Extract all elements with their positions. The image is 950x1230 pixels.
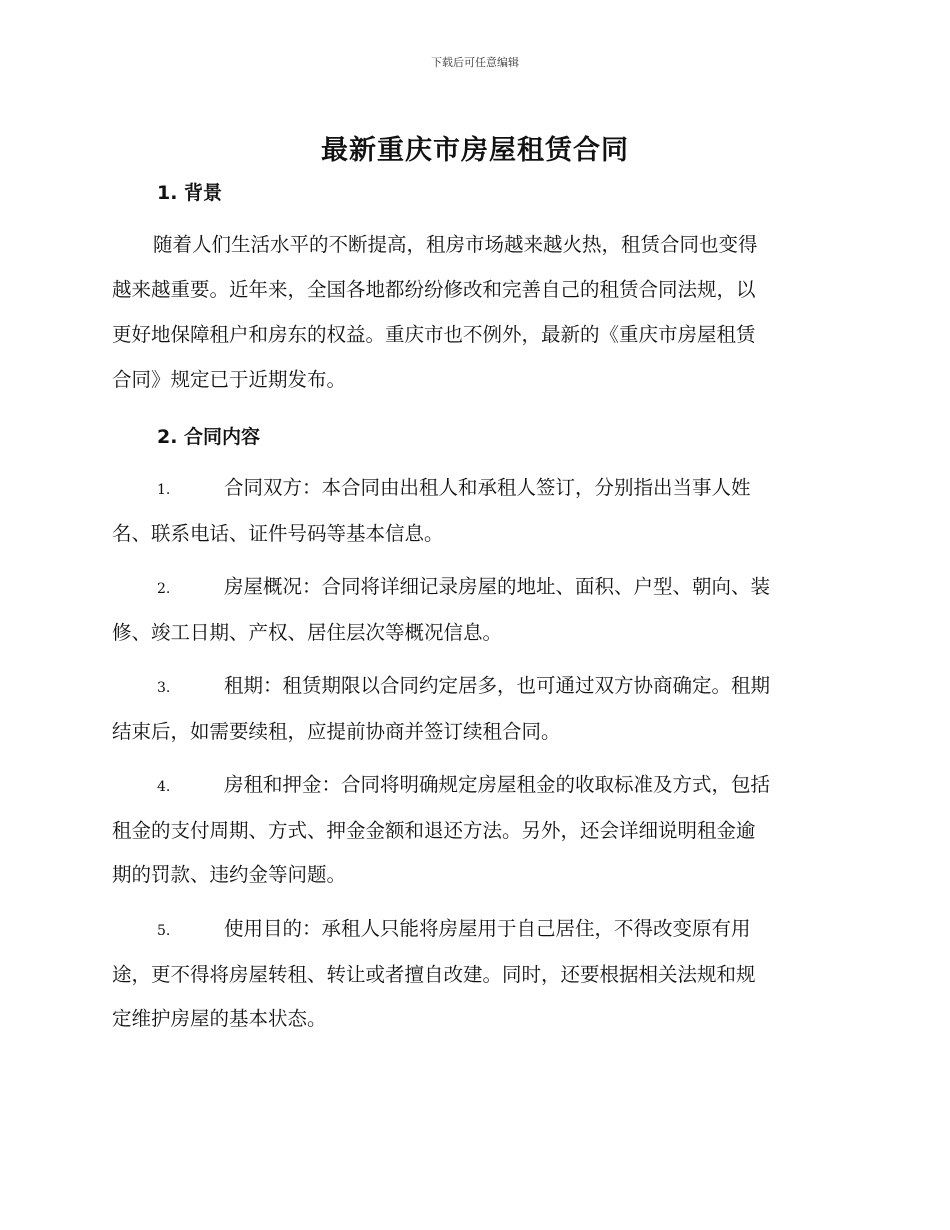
list-item xyxy=(112,907,842,1041)
paragraph-line: 越来越重要。近年来，全国各地都纷纷修改和完善自己的租赁合同法规，以 xyxy=(112,278,756,301)
item-first-line xyxy=(112,907,842,953)
item-number: 2. xyxy=(157,581,171,597)
paragraph-line: 随着人们生活水平的不断提高，租房市场越来越火热，租赁合同也变得 xyxy=(153,233,758,256)
item-line: 修、竣工日期、产权、居住层次等概况信息。 xyxy=(112,621,503,644)
item-text: 使用目的：承租人只能将房屋用于自己居住，不得改变原有用 xyxy=(224,917,751,940)
item-first-line xyxy=(112,466,842,512)
document-title: 最新重庆市房屋租赁合同 xyxy=(321,135,629,166)
list-item xyxy=(112,763,842,897)
item-number: 5. xyxy=(157,923,171,939)
item-line: 定维护房屋的基本状态。 xyxy=(112,1007,327,1030)
item-number: 1. xyxy=(157,482,171,498)
list-item xyxy=(112,565,842,655)
item-first-line xyxy=(112,664,842,710)
section-heading-contract-content: 2. 合同内容 xyxy=(157,426,261,448)
item-first-line xyxy=(112,763,842,809)
item-text: 租期：租赁期限以合同约定居多，也可通过双方协商确定。租期 xyxy=(224,674,771,697)
item-number: 4. xyxy=(157,779,171,795)
item-text: 合同双方：本合同由出租人和承租人签订，分别指出当事人姓 xyxy=(224,476,751,499)
item-line: 期的罚款、违约金等问题。 xyxy=(112,863,347,886)
item-text: 房屋概况：合同将详细记录房屋的地址、面积、户型、朝向、装 xyxy=(224,575,771,598)
item-text: 房租和押金：合同将明确规定房屋租金的收取标准及方式，包括 xyxy=(224,773,771,796)
section-heading-background: 1. 背景 xyxy=(157,182,223,204)
item-number: 3. xyxy=(157,680,171,696)
item-line: 途，更不得将房屋转租、转让或者擅自改建。同时，还要根据相关法规和规 xyxy=(112,963,756,986)
background-paragraph xyxy=(112,222,842,402)
list-item xyxy=(112,664,842,754)
item-first-line xyxy=(112,565,842,611)
item-line: 结束后，如需要续租，应提前协商并签订续租合同。 xyxy=(112,720,561,743)
list-item xyxy=(112,466,842,556)
header-note: 下载后可任意编辑 xyxy=(431,56,519,69)
paragraph-line: 合同》规定已于近期发布。 xyxy=(112,368,347,391)
item-line: 名、联系电话、证件号码等基本信息。 xyxy=(112,522,444,545)
paragraph-line: 更好地保障租户和房东的权益。重庆市也不例外，最新的《重庆市房屋租赁 xyxy=(112,323,756,346)
item-line: 租金的支付周期、方式、押金金额和退还方法。另外，还会详细说明租金逾 xyxy=(112,819,756,842)
